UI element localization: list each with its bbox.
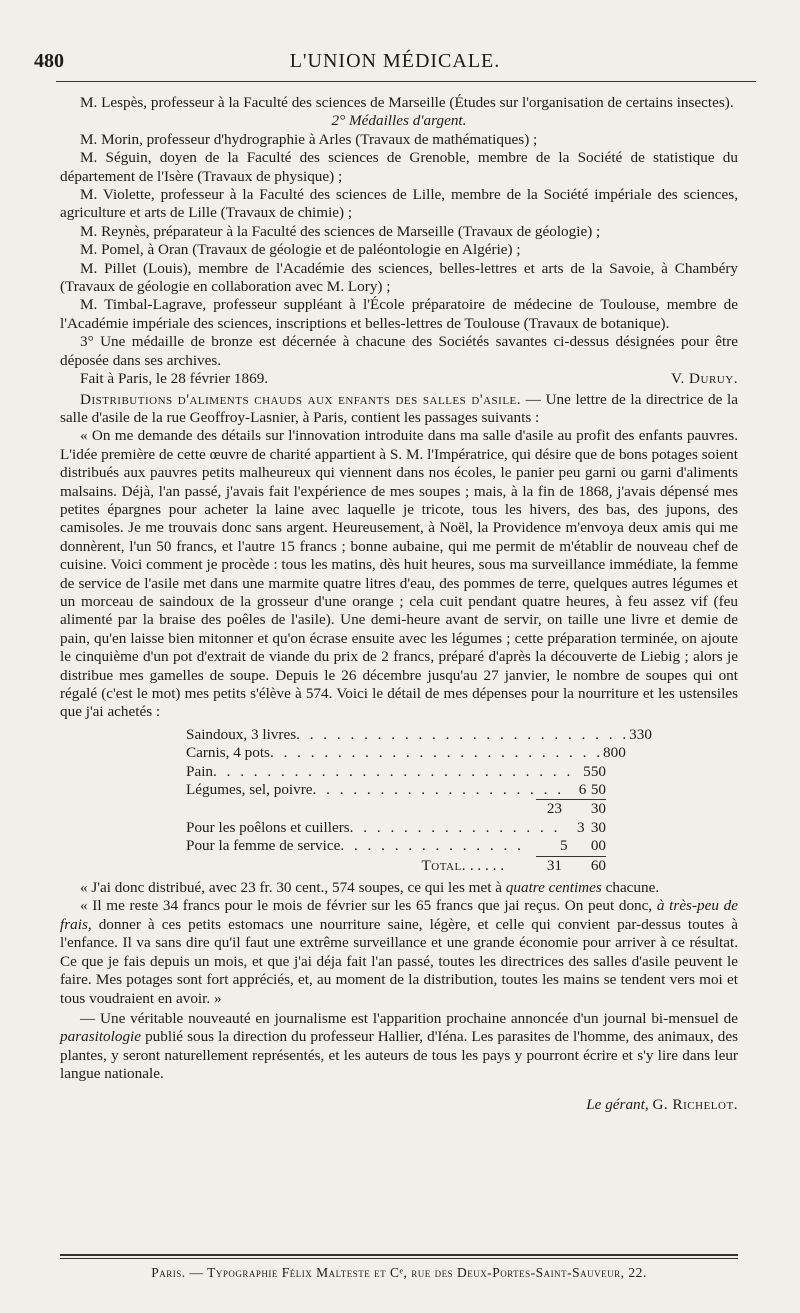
bronze-medal-text: 3° Une médaille de bronze est décernée à chacune des Sociétés savantes ci-dessus désignées pour être déposée dans ses archives. xyxy=(60,333,738,369)
dateline: Fait à Paris, le 28 février 1869. xyxy=(80,370,269,388)
parasitology-news xyxy=(60,1010,738,1084)
expense-centimes: 30 xyxy=(636,725,652,743)
award-violette: M. Violette, professeur à la Faculté des sciences de Lille, membre de la Société impériale des sciences, agriculture et arts de Lille (Travaux de chimie) ; xyxy=(60,186,738,222)
page-body xyxy=(60,94,738,1114)
expense-row: Pour la femme de service. . . . . . . . . . . . . . 5 00 xyxy=(186,837,606,855)
award-pillet: M. Pillet (Louis), membre de l'Académie des sciences, belles-lettres et arts de la Savoie, à Chambéry (Travaux de géologie en collaboration avec M. Lory) ; xyxy=(60,259,738,296)
subtotal-row xyxy=(186,800,606,818)
signer: V. Duruy. xyxy=(670,370,738,388)
page-header xyxy=(34,50,756,78)
remaining-funds-paragraph xyxy=(60,897,738,1007)
signature-name: G. Richelot. xyxy=(652,1095,738,1113)
expense-row: Pain. . . . . . . . . . . . . . . . . . . . . . . . . . . 5 50 xyxy=(186,762,606,780)
footer-rule xyxy=(60,1254,738,1256)
expense-item: Saindoux, 3 livres xyxy=(186,725,297,743)
expense-table xyxy=(186,725,652,875)
expense-row: Légumes, sel, poivre. . . . . . . . . . . . . . . . . . . 6 50 xyxy=(186,781,606,799)
expense-row: Pour les poêlons et cuillers. . . . . . . . . . . . . . . . 3 30 xyxy=(186,818,606,836)
award-morin: M. Morin, professeur d'hydrographie à Arles (Travaux de mathématiques) ; xyxy=(80,130,538,148)
emphasis-run: quatre centimes xyxy=(505,879,602,897)
expense-francs: 5 xyxy=(559,837,568,855)
text-run: « Il me reste 34 francs pour le mois de février sur les 65 francs que jai reçus. On peut donc, xyxy=(80,897,657,915)
total-francs: 31 xyxy=(546,856,562,874)
award-lespes: M. Lespès, professeur à la Faculté des sciences de Marseille (Études sur l'organisation de certains insectes). xyxy=(80,94,734,111)
expense-francs: 8 xyxy=(603,744,611,762)
emphasis-run: à très-peu de frais, xyxy=(60,897,738,933)
running-title: L'UNION MÉDICALE. xyxy=(289,50,501,72)
expense-francs: 3 xyxy=(629,725,637,743)
article-lead xyxy=(60,391,738,428)
text-run: chacune. xyxy=(601,879,660,897)
expense-row: Carnis, 4 pots. . . . . . . . . . . . . . . . . . . . . . . . . 8 00 xyxy=(186,744,626,762)
distribution-paragraph xyxy=(60,879,738,897)
expense-francs: 5 xyxy=(583,762,591,780)
text-run: publié sous la direction du professeur Hallier, d'Iéna. Les parasites de l'homme, des animaux, des plantes, y seront naturellement représentés, et les auteurs de tous les pays y pourront écrire et s'y lire dans leur langue nationale. xyxy=(60,1028,738,1083)
letter-quote: « On me demande des détails sur l'innovation introduite dans ma salle d'asile au profit des enfants pauvres. L'idée première de cette œuvre de charité appartient à S. M. l'Impératrice, qui désire que de bons potages soient distribués aux pauvres petits malheureux qui viennent dans nos écoles, le panier peu garni ou garni d'aliments malsains. Déjà, l'an passé, j'avais fait l'expérience de mes soupes ; mais, à la fin de 1868, j'avais dépensé mes petites épargnes pour acheter la laine avec laquelle je tricote, tous les hivers, des bas, des jupons, des camisoles. Je me trouvais donc sans argent. Heureusement, à Noël, la Providence m'envoya deux amis qui me donnèrent, l'un 50 francs, et l'autre 15 francs ; bonne aubaine, qui me permit de m'établir de nouveau chef de cuisine. Voici comment je procède : tous les matins, dès huit heures, sous ma surveillance immédiate, la femme de service de l'asile met dans une marmite quatre litres d'eau, des pommes de terre, quelques autres légumes et un morceau de saindoux de la grosseur d'une orange ; cela cuit pendant quatre heures, à feu assez vif (feu alimenté par la braise des poêles de l'asile). Une demi-heure avant de servir, on taille une livre et demie de pain, qu'en laisse bien mitonner et qu'on écrase ensuite avec les légumes ; cette préparation terminée, on ajoute le cinquième d'un pot d'extrait de viande du prix de 2 francs, préparé d'après la découverte de Liebig ; alors je distribue mes gamelles de soupe. Depuis le 26 décembre jusqu'au 27 janvier, le nombre de soupes qui ont régalé (c'est le mot) mes petits s'élève à 574. Voici le détail de mes dépenses pour la nourriture et les ustensiles que j'ai achetés : xyxy=(60,427,738,721)
dateline-row xyxy=(60,370,738,388)
expense-francs: 6 xyxy=(578,781,587,799)
expense-centimes: 50 xyxy=(590,781,606,799)
expense-item: Pour les poêlons et cuillers xyxy=(186,818,350,836)
printer-imprint: Paris. — Typographie Félix Malteste et Cᵉ, rue des Deux-Portes-Saint-Sauveur, 22. xyxy=(151,1265,647,1280)
article-intro: — Une lettre de la directrice de la salle d'asile de la rue Geoffroy-Lasnier, à Paris, contient les passages suivants : xyxy=(60,390,738,426)
subtotal-francs: 23 xyxy=(546,800,562,818)
total-label: Total. xyxy=(421,856,467,874)
expense-row: Saindoux, 3 livres. . . . . . . . . . . . . . . . . . . . . . . . . 3 30 xyxy=(186,725,652,743)
signature-label: Le gérant, xyxy=(586,1095,649,1113)
subtotal-centimes: 30 xyxy=(590,800,606,818)
expense-centimes: 50 xyxy=(590,762,606,780)
award-seguin: M. Séguin, doyen de la Faculté des sciences de Grenoble, membre de la Société de statistique du département de l'Isère (Travaux de physique) ; xyxy=(60,149,738,185)
text-run: « J'ai donc distribué, avec 23 fr. 30 cent., 574 soupes, ce qui les met à xyxy=(80,879,506,897)
text-run: donner à ces petits estomacs une nourriture saine, légère, et celle qui convient par-dessus toutes à l'enfance. Il va sans dire qu'il faut une extrême surveillance et une grande économie pour arriver à ce résultat. Ce que je fais depuis un mois, et que j'ai déja fait l'an passé, toutes les directrices des salles d'asile peuvent le faire. Mes potages sont fort appréciés, et, au moment de la distribution, toutes les mains se tendent vers moi et tous voudraient en avoir. » xyxy=(60,915,738,1007)
expense-item: Pain xyxy=(186,762,214,780)
expense-centimes: 00 xyxy=(610,744,626,762)
expense-francs: 3 xyxy=(577,818,585,836)
header-rule xyxy=(56,81,756,82)
expense-centimes: 00 xyxy=(590,837,606,855)
award-pomel: M. Pomel, à Oran (Travaux de géologie et de paléontologie en Algérie) ; xyxy=(80,241,521,259)
silver-medals-heading: 2° Médailles d'argent. xyxy=(331,112,467,130)
total-centimes: 60 xyxy=(590,856,606,874)
expense-centimes: 30 xyxy=(590,818,606,836)
article-title: Distributions d'aliments chauds aux enfants des salles d'asile. xyxy=(80,390,522,408)
expense-item: Pour la femme de service xyxy=(186,837,341,855)
expense-item: Légumes, sel, poivre xyxy=(186,781,313,799)
manager-signature xyxy=(60,1096,738,1114)
page-number: 480 xyxy=(34,50,64,72)
text-run: — Une véritable nouveauté en journalisme est l'apparition prochaine annoncée d'un journal bi-mensuel de xyxy=(80,1009,738,1027)
emphasis-run: parasitologie xyxy=(60,1028,142,1046)
award-timbal-lagrave: M. Timbal-Lagrave, professeur suppléant à l'École préparatoire de médecine de Toulouse, membre de l'Académie impériale des sciences, inscriptions et belles-lettres de Toulouse (Travaux de botanique). xyxy=(60,296,738,332)
award-reynes: M. Reynès, préparateur à la Faculté des sciences de Marseille (Travaux de géologie) ; xyxy=(80,222,601,240)
total-row: Total. . . . . . 31 60 xyxy=(421,856,606,874)
expense-item: Carnis, 4 pots xyxy=(186,744,270,762)
footer-rule-thin xyxy=(60,1258,738,1259)
